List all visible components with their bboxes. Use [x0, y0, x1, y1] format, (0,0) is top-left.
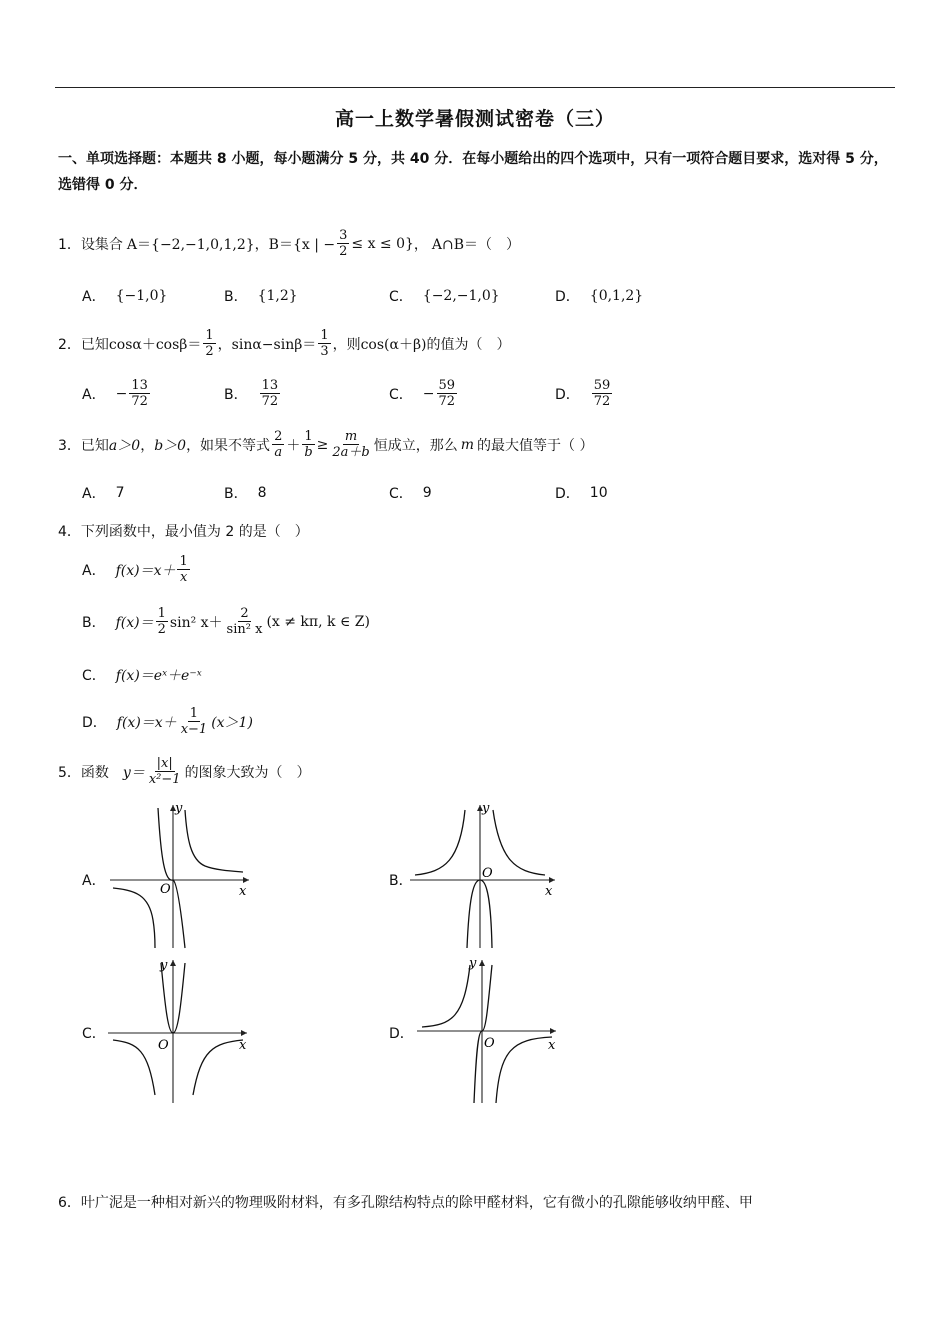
q1-set-b-pre: B＝{x | − [268, 236, 336, 253]
q3-option-d[interactable]: D． 10 [555, 485, 608, 502]
svg-text:O: O [158, 1038, 169, 1053]
q5-option-b[interactable]: B． [389, 873, 413, 889]
origin-label: O [160, 882, 171, 897]
header-rule [55, 87, 895, 88]
q4-option-d[interactable]: D． f(x)＝x＋ $\frac{1}{x-1}$ (x＞1) [82, 706, 253, 737]
q5-graph-a[interactable] [105, 800, 255, 950]
q4-option-a[interactable]: A． f(x)＝x＋ $\frac{1}{x}$ [82, 554, 188, 585]
q5-option-d[interactable]: D． [389, 1026, 414, 1042]
svg-text:x: x [239, 1038, 247, 1053]
question-2: 2． 已知 cosα＋cosβ＝ $\frac{1}{2}$ ， sinα−sinβ＝ $\frac{1}{3}$ ，则 cos(α＋β) 的值为（ ） [58, 328, 511, 359]
q2-option-c[interactable]: C． − $\frac{59}{72}$ [389, 378, 456, 409]
question-5: 5． 函数 y＝ $\frac{|x|}{\text{x²−1}}$ 的图象大致为（ ） [58, 756, 311, 787]
svg-text:x: x [548, 1038, 556, 1053]
q5-graph-d[interactable] [412, 955, 562, 1105]
q3-option-a[interactable]: A． 7 [82, 485, 125, 502]
q3-option-b[interactable]: B． 8 [224, 485, 267, 502]
question-4: 4． 下列函数中，最小值为 2 的是（ ） [58, 524, 309, 540]
svg-text:y: y [482, 801, 490, 816]
q1-stem: 设集合 [80, 236, 123, 253]
q1-option-b[interactable]: B． {1,2} [224, 288, 298, 305]
q1-number: 1． [58, 236, 81, 253]
q1-sep: ， [254, 236, 269, 253]
q1-option-a[interactable]: A． {−1,0} [82, 288, 168, 305]
question-1: 1． 设集合 A＝{−2,−1,0,1,2} ， B＝{x | − $\frac{3}{2}$ ≤ x ≤ 0} ， A∩B＝（ ） [58, 228, 521, 259]
q4-option-b[interactable]: B． f(x)＝ $\frac{1}{2}$ sin² x＋ $\frac{2}{\text{sin² x}}$ (x ≠ kπ, k ∈ Z) [82, 606, 370, 637]
q2-option-a[interactable]: A． − $\frac{13}{72}$ [82, 378, 148, 409]
q1-intersection: A∩B＝（ ） [431, 236, 521, 253]
q2-option-b[interactable]: B． $\frac{13}{72}$ [224, 378, 279, 409]
svg-text:O: O [484, 1036, 495, 1051]
q1-set-a: A＝{−2,−1,0,1,2} [126, 236, 255, 253]
section-heading: 一、单项选择题：本题共 8 小题，每小题满分 5 分，共 40 分．在每小题给出的四个选项中，只有一项符合题目要求，选对得 5 分，选错得 0 分． [58, 151, 888, 193]
question-3: 3． 已知 a＞0 ， b＞0 ，如果不等式 $\frac{2}{a}$ ＋ $\frac{1}{b}$ ≥ $\frac{m}{2a+b}$ 恒成立，那么 m 的最大值等于（ ） [58, 429, 594, 460]
q5-option-c[interactable]: C． [82, 1026, 106, 1042]
svg-text:x: x [545, 884, 553, 899]
q5-graph-c[interactable] [103, 955, 253, 1105]
svg-text:y: y [469, 956, 477, 971]
question-6: 6．叶广泥是一种相对新兴的物理吸附材料，有多孔隙结构特点的除甲醛材料，它有微小的孔隙能够收纳甲醛、甲 [58, 1195, 753, 1211]
page-title: 高一上数学暑假测试密卷（三） [334, 108, 615, 130]
q1-option-d[interactable]: D． {0,1,2} [555, 288, 644, 305]
q3-option-c[interactable]: C． 9 [389, 485, 432, 502]
svg-text:O: O [482, 866, 493, 881]
q5-option-a[interactable]: A． [82, 873, 106, 889]
q4-option-c[interactable]: C． f(x)＝eˣ＋e⁻ˣ [82, 668, 202, 684]
q1-set-b-post: ≤ x ≤ 0} [351, 235, 414, 252]
axis-y-label: y [175, 801, 183, 816]
axis-x-label: x [239, 884, 247, 899]
q5-graph-b[interactable] [405, 800, 560, 950]
q1-option-c[interactable]: C． {−2,−1,0} [389, 288, 500, 305]
q2-option-d[interactable]: D． $\frac{59}{72}$ [555, 378, 611, 409]
svg-text:y: y [160, 958, 168, 973]
q1-fraction: $\frac{3}{2}$ [339, 228, 348, 259]
